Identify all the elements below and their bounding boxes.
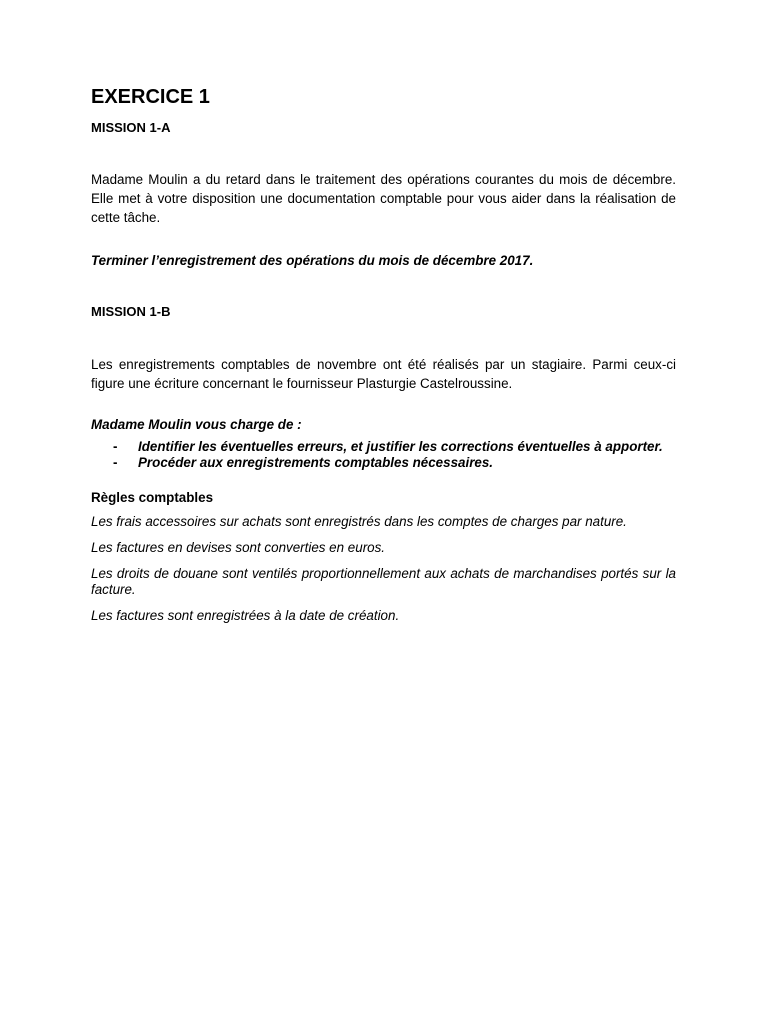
mission-1b-paragraph: Les enregistrements comptables de novembre ont été réalisés par un stagiaire. Parmi ceux-ci figure une écriture concernant le fournisseur Plasturgie Castelroussine. [91,357,676,391]
rule-item: Les factures en devises sont converties en euros. [91,540,386,555]
rule-item: Les factures sont enregistrées à la date de création. [91,608,400,623]
charge-list [91,439,676,470]
charge-item-text: Procéder aux enregistrements comptables nécessaires. [138,455,494,470]
list-dash: - [113,455,118,470]
rule-item: Les frais accessoires sur achats sont enregistrés dans les comptes de charges par nature. [91,514,627,529]
charge-item [91,455,676,470]
charge-item [91,439,676,454]
rules-heading: Règles comptables [91,490,214,505]
rule-item: Les droits de douane sont ventilés proportionnellement aux achats de marchandises portés sur la facture. [91,566,676,597]
charge-intro: Madame Moulin vous charge de : [91,417,302,432]
exercise-title: EXERCICE 1 [91,86,210,108]
list-dash: - [113,439,118,454]
mission-1a-paragraph: Madame Moulin a du retard dans le traitement des opérations courantes du mois de décembre. Elle met à votre disposition une documentation comptable pour vous aider dans la réalisation de cette tâche. [91,172,676,225]
document-page [91,84,676,624]
charge-item-text: Identifier les éventuelles erreurs, et justifier les corrections éventuelles à apporter. [138,439,663,454]
mission-1a-task: Terminer l’enregistrement des opérations du mois de décembre 2017. [91,253,534,268]
mission-1a-heading: MISSION 1-A [91,120,171,135]
mission-1b-heading: MISSION 1-B [91,304,171,319]
